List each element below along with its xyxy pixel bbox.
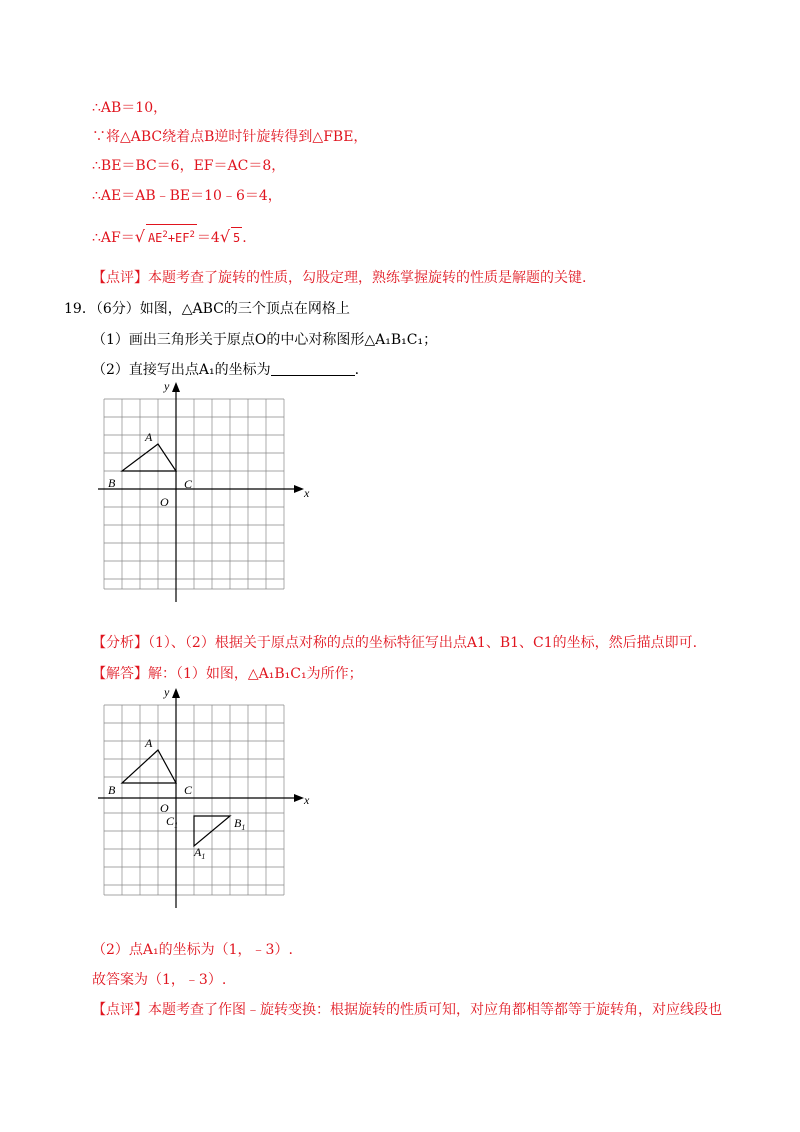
solution-line-2: ∵将△ABC绕着点B逆时针旋转得到△FBE， [92,129,368,145]
solution-line-4: ∴AE＝AB﹣BE＝10﹣6＝4， [92,188,282,204]
y-axis-arrow [172,382,180,392]
solution-line-1: ∴AB＝10， [92,100,168,116]
label-y: y [164,380,170,393]
label-a1: $A_1$ [194,845,206,861]
label-a-2: A [145,736,153,750]
question-19-part2: （2）直接写出点A₁的坐标为 . [92,362,360,378]
triangle-abc [122,444,176,471]
analysis: 【分析】（1）、（2）根据关于原点对称的点的坐标特征写出点A1、B1、C1的坐标，然后描点即可. [92,635,698,651]
radicand-1: $AE^2+EF^2$ [146,224,197,248]
comment-19: 【点评】本题考查了作图﹣旋转变换：根据旋转的性质可知，对应角都相等都等于旋转角，对应线段也 [92,1002,722,1018]
question-19-header: 19．（6分）如图，△ABC的三个顶点在网格上 [64,301,350,317]
final-answer: 故答案为（1，﹣3）. [92,972,227,988]
grid-lines-2 [104,705,284,895]
label-x: x [304,486,310,500]
grid-figure-2 [98,686,314,912]
solution-line-5: ∴AF＝√ $AE^2+EF^2 =4√$ 5 . [92,224,247,248]
triangle-abc-2 [122,750,176,783]
answer-line: 【解答】解：（1）如图，△A₁B₁C₁为所作； [92,666,363,682]
sqrt-symbol: √ [134,227,145,246]
label-b1: $B_1$ [234,816,246,832]
label-c: C [184,477,193,491]
label-y-2: y [164,686,170,699]
answer-part2: （2）点A₁的坐标为（1，﹣3）. [92,942,293,958]
label-c1: $C_1$ [166,814,179,830]
label-b-2: B [108,783,116,797]
af-prefix: ∴AF＝ [92,230,135,246]
label-b: B [108,476,116,490]
x-axis-arrow-2 [294,794,304,802]
label-c-2: C [184,783,193,797]
x-axis-arrow [294,485,304,493]
grid-lines [104,399,284,589]
answer-blank [271,361,355,376]
radicand-2: 5 [231,227,242,248]
label-o-2: O [160,801,169,815]
comment-18: 【点评】本题考查了旋转的性质，勾股定理，熟练掌握旋转的性质是解题的关键. [92,270,587,286]
sqrt-symbol-2: √ [219,227,231,246]
label-a: A [145,430,153,444]
question-19-part1: （1）画出三角形关于原点O的中心对称图形△A₁B₁C₁； [92,332,438,348]
grid-figure-1 [98,380,314,606]
y-axis-arrow-2 [172,688,180,698]
label-x-2: x [304,793,310,807]
equals-4: ＝4 [196,230,220,246]
label-o: O [160,495,169,509]
solution-line-3: ∴BE＝BC＝6，EF＝AC＝8， [92,158,286,174]
